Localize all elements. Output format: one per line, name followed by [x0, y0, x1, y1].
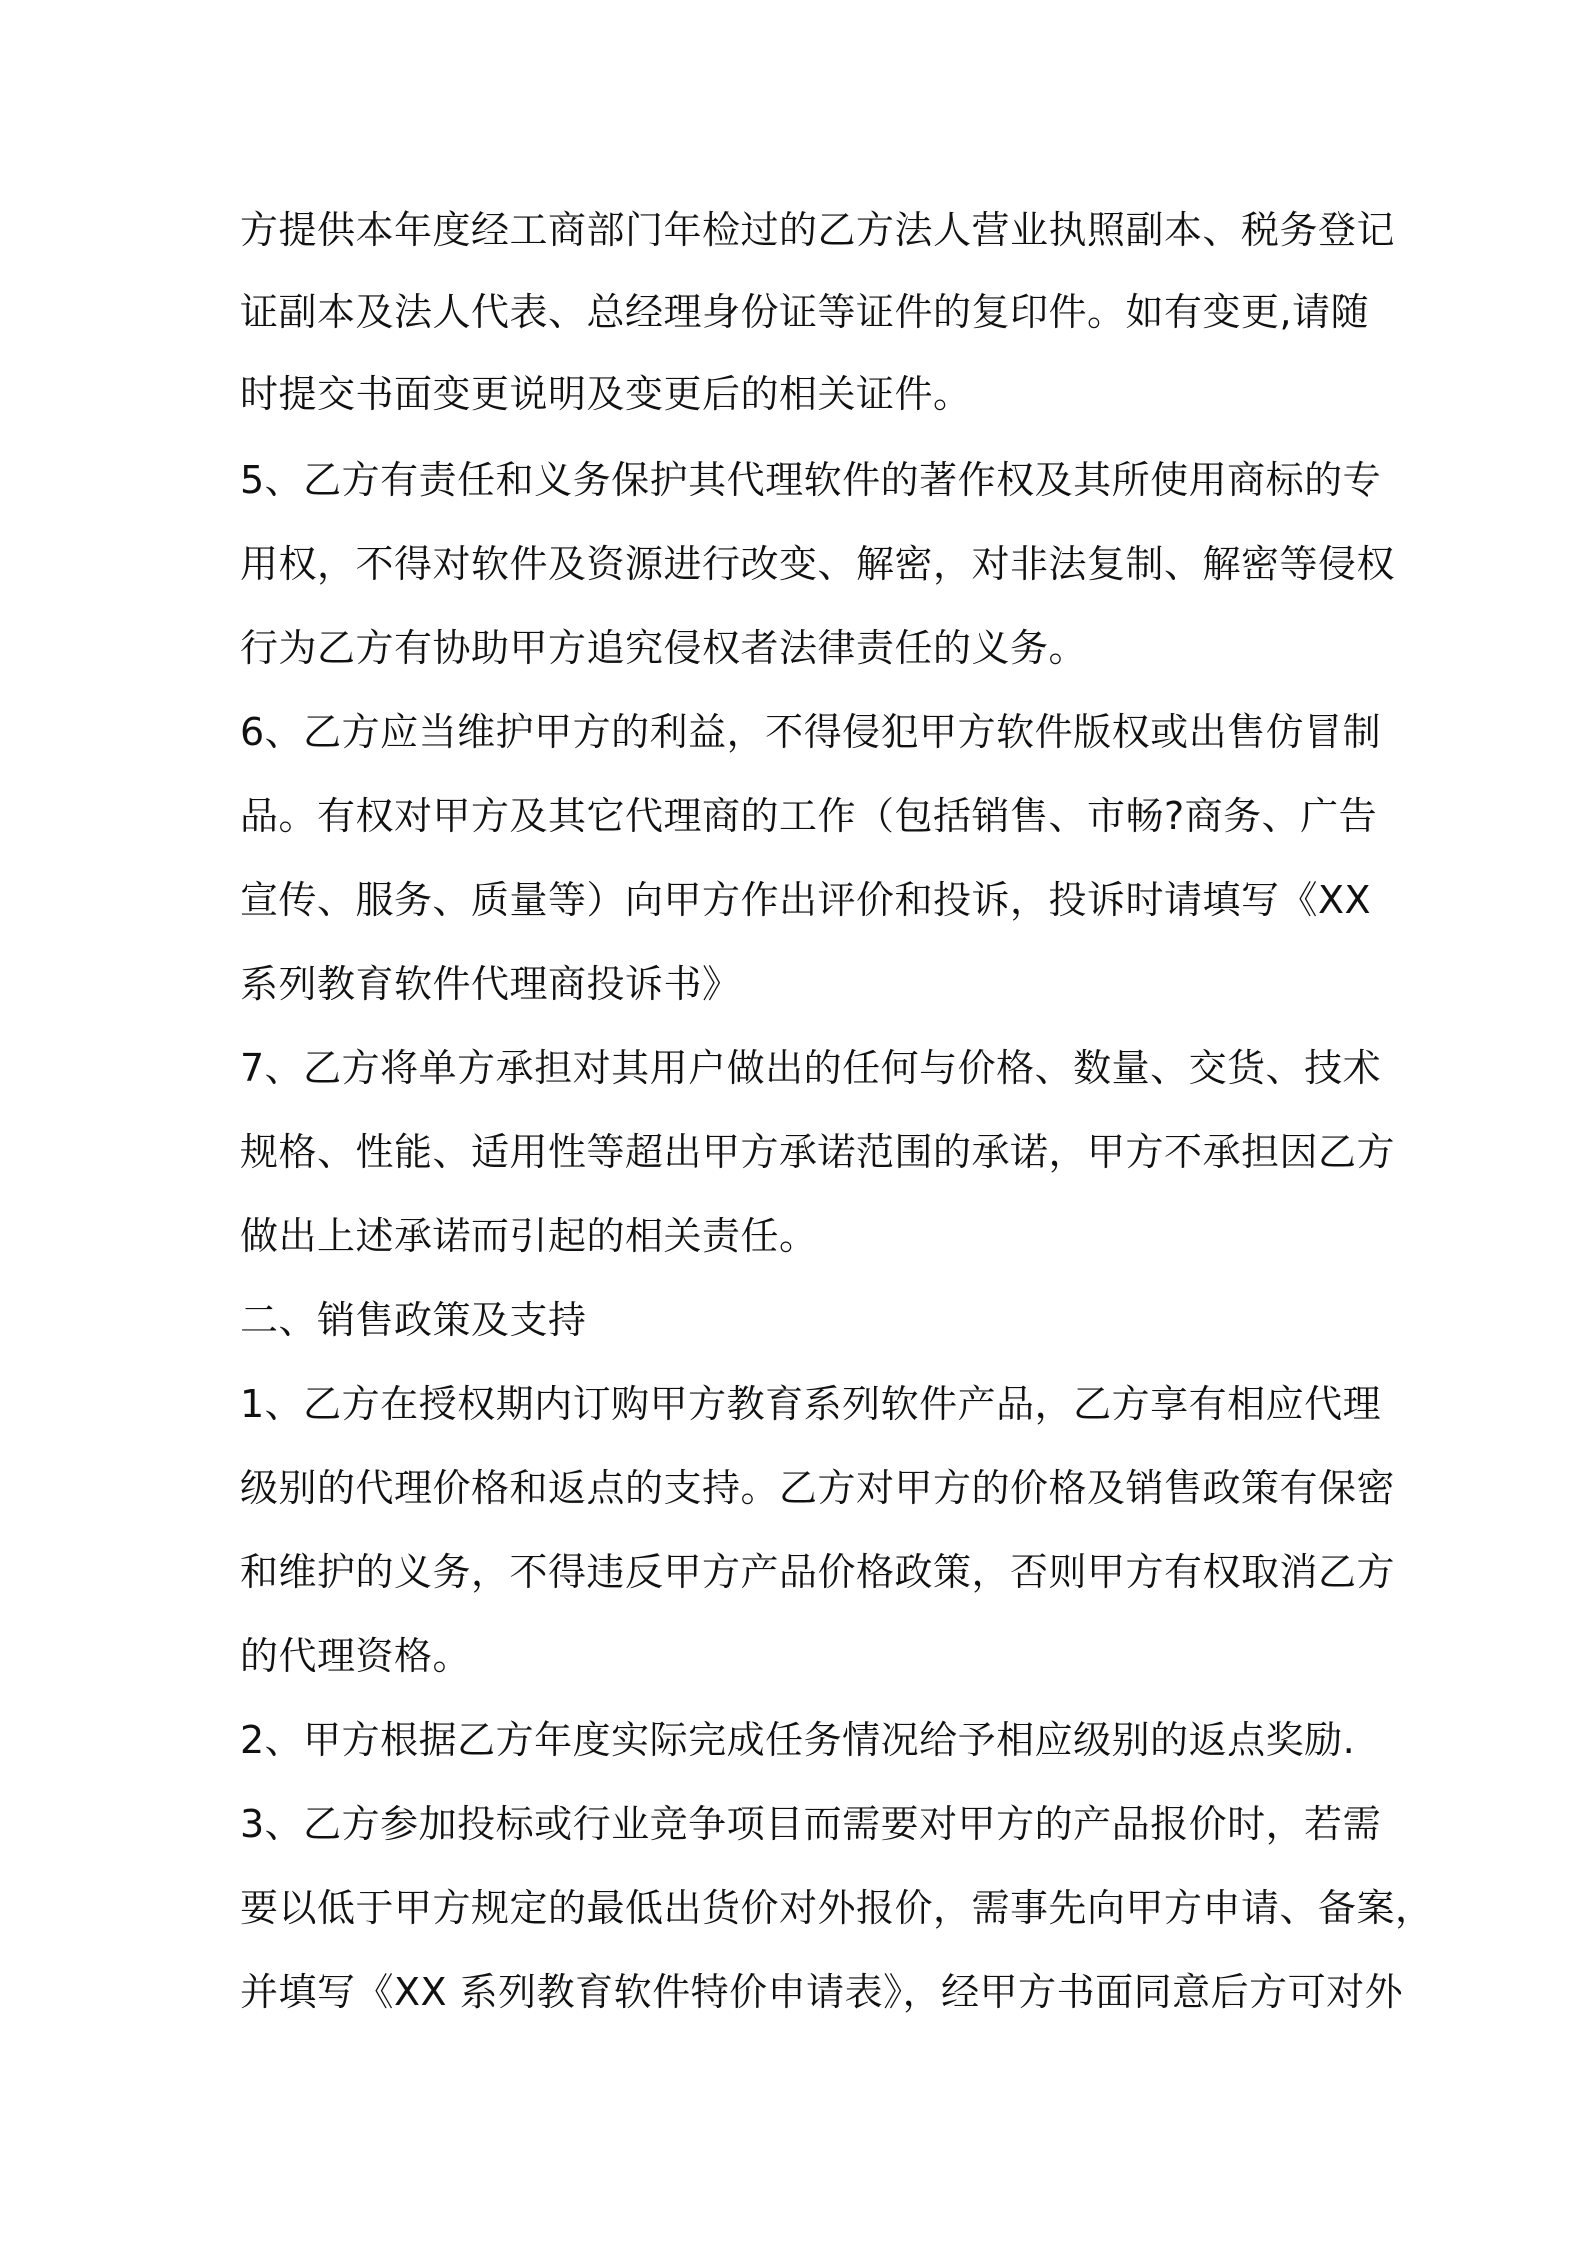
text-line: 规格、性能、适用性等超出甲方承诺范围的承诺，甲方不承担因乙方 — [240, 1130, 1396, 1174]
clause-3-line: 3、乙方参加投标或行业竞争项目而需要对甲方的产品报价时，若需 — [240, 1802, 1382, 1846]
text-line: 要以低于甲方规定的最低出货价对外报价，需事先向甲方申请、备案， — [240, 1886, 1434, 1930]
text-line: 方提供本年度经工商部门年检过的乙方法人营业执照副本、税务登记 — [240, 208, 1396, 252]
text-line: 级别的代理价格和返点的支持。乙方对甲方的价格及销售政策有保密 — [240, 1466, 1396, 1510]
clause-7-line: 7、乙方将单方承担对其用户做出的任何与价格、数量、交货、技术 — [240, 1046, 1382, 1090]
text-line: 宣传、服务、质量等）向甲方作出评价和投诉，投诉时请填写《XX — [240, 878, 1372, 922]
text-line: 做出上述承诺而引起的相关责任。 — [240, 1214, 818, 1258]
clause-1-line: 1、乙方在授权期内订购甲方教育系列软件产品，乙方享有相应代理 — [240, 1382, 1382, 1426]
clause-6-line: 6、乙方应当维护甲方的利益，不得侵犯甲方软件版权或出售仿冒制 — [240, 710, 1382, 754]
text-line: 系列教育软件代理商投诉书》 — [240, 962, 741, 1006]
text-line: 证副本及法人代表、总经理身份证等证件的复印件。如有变更,请随 — [240, 290, 1370, 334]
text-line: 用权，不得对软件及资源进行改变、解密，对非法复制、解密等侵权 — [240, 542, 1396, 586]
text-line: 的代理资格。 — [240, 1634, 472, 1678]
text-line: 品。有权对甲方及其它代理商的工作（包括销售、市畅?商务、广告 — [240, 794, 1378, 838]
text-line: 时提交书面变更说明及变更后的相关证件。 — [240, 372, 972, 416]
text-line: 行为乙方有协助甲方追究侵权者法律责任的义务。 — [240, 626, 1088, 670]
text-line: 和维护的义务，不得违反甲方产品价格政策，否则甲方有权取消乙方 — [240, 1550, 1396, 1594]
section-heading: 二、销售政策及支持 — [240, 1298, 587, 1342]
clause-5-line: 5、乙方有责任和义务保护其代理软件的著作权及其所使用商标的专 — [240, 458, 1382, 502]
clause-2-line: 2、甲方根据乙方年度实际完成任务情况给予相应级别的返点奖励. — [240, 1718, 1356, 1762]
text-line: 并填写《XX 系列教育软件特价申请表》，经甲方书面同意后方可对外 — [240, 1970, 1404, 2014]
